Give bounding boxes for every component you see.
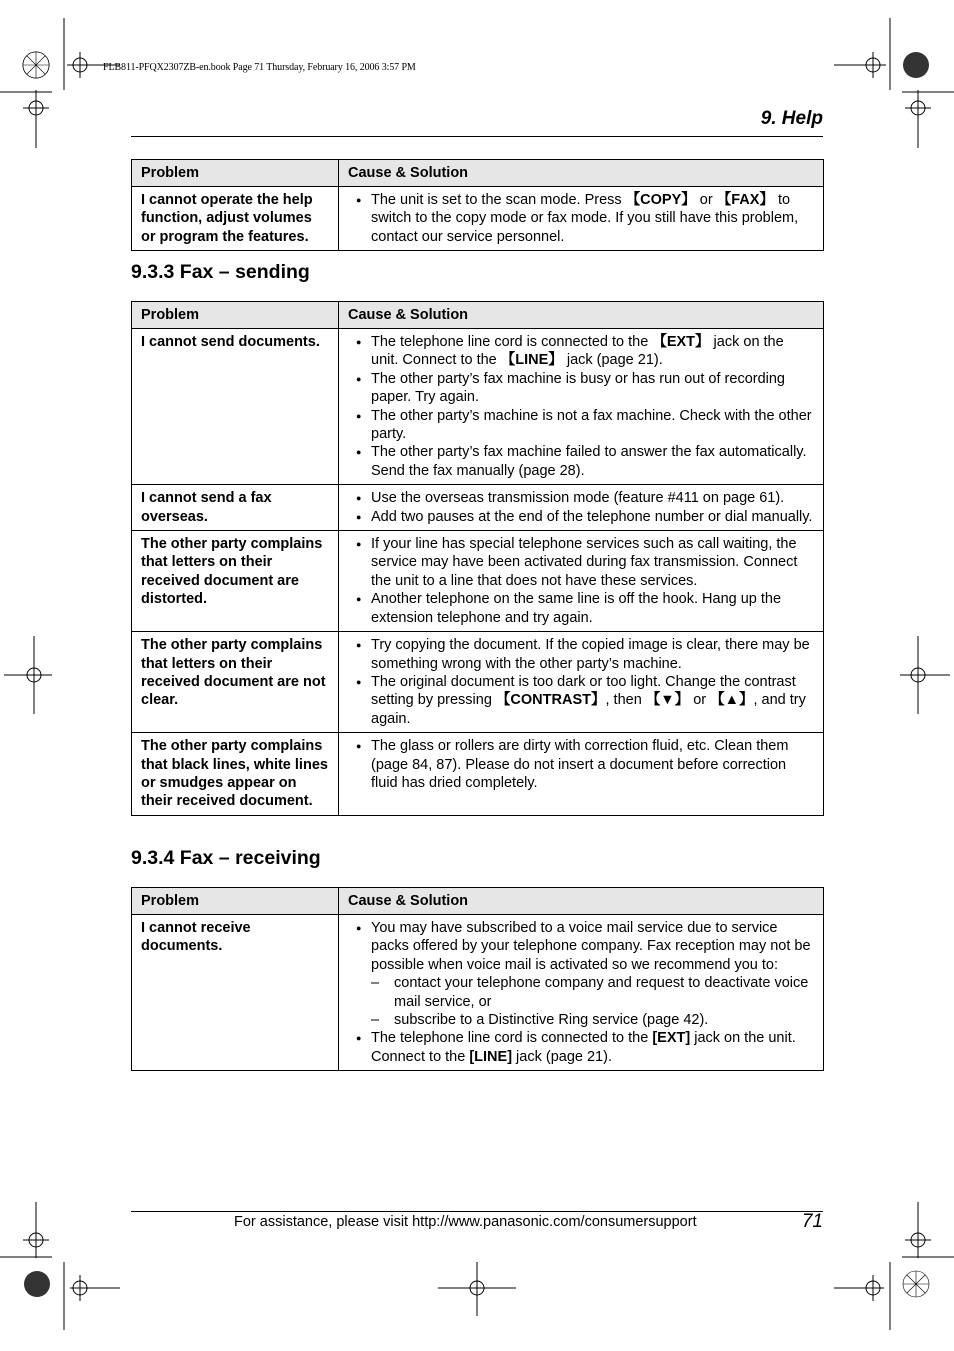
problem-cell: I cannot send documents. <box>132 329 339 485</box>
button-key-label: 【EXT】 <box>652 334 710 350</box>
print-info: FLB811-PFQX2307ZB-en.book Page 71 Thursday, February 16, 2006 3:57 PM <box>103 62 416 73</box>
solution-item <box>348 191 815 246</box>
solution-cell <box>339 632 824 733</box>
solution-text: or <box>689 692 711 709</box>
table-row <box>132 531 824 632</box>
fax-sending-heading: 9.3.3 Fax – sending <box>131 261 310 283</box>
table-row <box>132 187 824 251</box>
button-key-label: 【▲】 <box>710 692 754 709</box>
fax-receiving-heading: 9.3.4 Fax – receiving <box>131 847 321 869</box>
header-divider <box>131 136 823 137</box>
solution-sub-item <box>348 1011 815 1029</box>
solution-item <box>348 636 815 673</box>
solution-text: , then <box>605 692 646 709</box>
solution-item <box>348 443 815 480</box>
solution-text: to switch to the copy mode or fax mode. If you still have this problem, contact our service personnel. <box>371 192 799 245</box>
footer-assistance-text: For assistance, please visit http://www.panasonic.com/consumersupport <box>234 1214 697 1230</box>
cause-solution-column-header: Cause & Solution <box>339 302 824 329</box>
problem-cell: I cannot send a fax overseas. <box>132 485 339 531</box>
table-row <box>132 632 824 733</box>
solution-item <box>348 370 815 407</box>
solution-text: The unit is set to the scan mode. Press <box>371 192 626 208</box>
table-row <box>132 915 824 1071</box>
solution-text: or <box>695 192 717 208</box>
solution-text: jack (page 21). <box>562 352 663 369</box>
solution-cell <box>339 733 824 816</box>
table-row <box>132 329 824 485</box>
problem-column-header: Problem <box>132 160 339 187</box>
solution-text: The glass or rollers are dirty with correction fluid, etc. Clean them (page 84, 87). Please do not insert a document before correction fluid has dried completely. <box>371 738 789 791</box>
solution-cell <box>339 187 824 251</box>
section-title: 9. Help <box>760 108 823 129</box>
solution-item <box>348 737 815 792</box>
solution-sub-item <box>348 974 815 1011</box>
problem-cell: I cannot operate the help function, adjust volumes or program the features. <box>132 187 339 251</box>
solution-text: jack on the unit. Connect to the <box>371 1030 796 1065</box>
footer-divider <box>131 1211 823 1212</box>
problem-cell: The other party complains that letters on their received document are distorted. <box>132 531 339 632</box>
cause-solution-column-header: Cause & Solution <box>339 888 824 915</box>
problem-cell: The other party complains that black lines, white lines or smudges appear on their received document. <box>132 733 339 816</box>
solution-text: subscribe to a Distinctive Ring service (page 42). <box>394 1012 709 1029</box>
solution-item <box>348 1029 815 1066</box>
solution-list <box>348 535 815 627</box>
button-key-label: 【▼】 <box>645 692 690 709</box>
problem-cell: The other party complains that letters on their received document are not clear. <box>132 632 339 733</box>
solution-cell <box>339 915 824 1071</box>
fax-sending-table <box>131 301 824 816</box>
solution-item <box>348 508 815 526</box>
solution-list <box>348 333 815 480</box>
solution-item <box>348 333 815 370</box>
cause-solution-column-header: Cause & Solution <box>339 160 824 187</box>
solution-item <box>348 673 815 728</box>
solution-text: The original document is too dark or too light. Change the contrast setting by pressing <box>371 673 796 709</box>
solution-item <box>348 590 815 627</box>
table-row <box>132 733 824 816</box>
button-key-label: 【CONTRAST】 <box>495 692 606 709</box>
solution-cell <box>339 485 824 531</box>
solution-list <box>348 636 815 728</box>
solution-list <box>348 919 815 1066</box>
button-key-label: 【COPY】 <box>625 192 696 208</box>
solution-text: Use the overseas transmission mode (feature #411 on page 61). <box>371 490 785 507</box>
solution-item <box>348 535 815 590</box>
help-function-table <box>131 159 824 251</box>
solution-text: The other party’s machine is not a fax machine. Check with the other party. <box>371 407 812 443</box>
solution-text: , and try again. <box>371 692 806 727</box>
solution-list <box>348 737 815 792</box>
solution-text: jack (page 21). <box>512 1048 612 1065</box>
solution-text: contact your telephone company and request to deactivate voice mail service, or <box>394 975 809 1010</box>
button-key-label: 【FAX】 <box>716 192 774 208</box>
solution-item <box>348 489 815 507</box>
solution-text: The telephone line cord is connected to the <box>371 334 653 350</box>
solution-text: Try copying the document. If the copied image is clear, there may be something wrong with the other party’s machine. <box>371 637 810 672</box>
solution-item <box>348 407 815 444</box>
solution-item <box>348 919 815 974</box>
problem-cell: I cannot receive documents. <box>132 915 339 1071</box>
problem-column-header: Problem <box>132 888 339 915</box>
button-key-label: [EXT] <box>652 1030 691 1047</box>
fax-receiving-table <box>131 887 824 1071</box>
solution-text: You may have subscribed to a voice mail service due to service packs offered by your telephone company. Fax reception may not be possible when voice mail is activated so we recommend you to: <box>371 920 811 973</box>
solution-text: jack on the unit. Connect to the <box>371 334 784 369</box>
solution-cell <box>339 329 824 485</box>
solution-text: The other party’s fax machine failed to answer the fax automatically. Send the fax manually (page 28). <box>371 444 807 479</box>
solution-list <box>348 191 815 246</box>
page-number: 71 <box>801 1211 823 1232</box>
button-key-label: [LINE] <box>469 1048 513 1065</box>
solution-text: If your line has special telephone services such as call waiting, the service may have been activated during fax transmission. Connect the unit to a line that does not have these services. <box>371 536 798 589</box>
solution-list <box>348 489 815 526</box>
solution-text: Add two pauses at the end of the telephone number or dial manually. <box>371 508 813 525</box>
solution-text: The other party’s fax machine is busy or has run out of recording paper. Try again. <box>371 370 786 406</box>
table-row <box>132 485 824 531</box>
solution-text: Another telephone on the same line is off the hook. Hang up the extension telephone and try again. <box>371 591 782 626</box>
solution-text: The telephone line cord is connected to the <box>371 1030 653 1047</box>
problem-column-header: Problem <box>132 302 339 329</box>
solution-cell <box>339 531 824 632</box>
button-key-label: 【LINE】 <box>500 352 563 369</box>
